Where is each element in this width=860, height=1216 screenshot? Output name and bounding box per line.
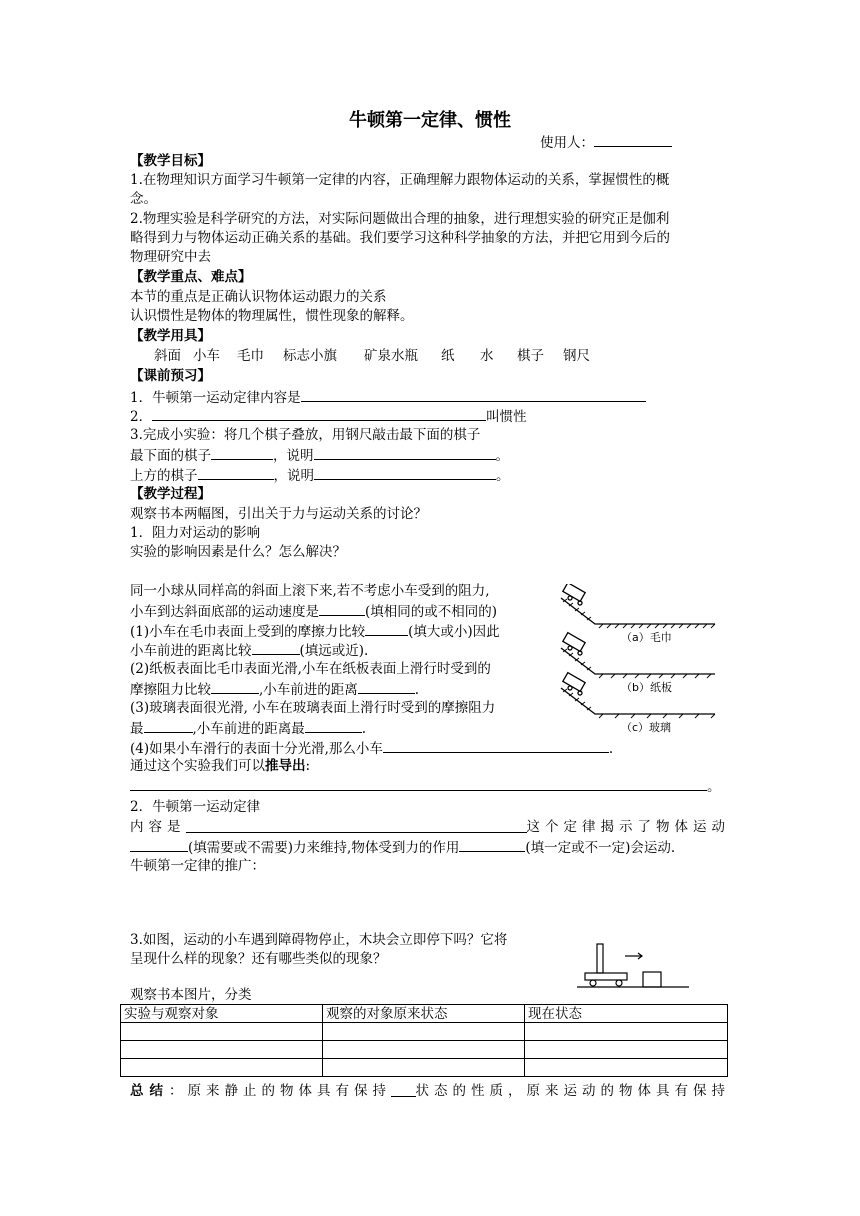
experiment-line: [130, 739, 613, 757]
tool-item: 矿泉水瓶: [364, 348, 418, 364]
speed-blank[interactable]: [319, 602, 365, 616]
tool-item: 标志小旗: [283, 348, 337, 364]
figure-label-c: （c）玻璃: [621, 721, 672, 734]
law-extension: 牛顿第一定律的推广：: [130, 858, 265, 874]
period: 。: [496, 468, 510, 484]
e3-hint: (填大或小)因此: [408, 624, 500, 640]
experiment-line: [130, 680, 419, 698]
preview-q3a-blank[interactable]: [211, 446, 273, 460]
goals-heading: 【教学目标】: [130, 153, 211, 169]
summary-text2: 状态的性质，原来运动的物体具有保持: [415, 1083, 730, 1099]
tool-item: 棋子: [517, 348, 544, 364]
experiment-line: (3)玻璃表面很光滑, 小车在玻璃表面上滑行时受到的摩擦阻力: [130, 700, 496, 716]
conclusion-bold: 推导出: [265, 758, 306, 774]
table-row: [121, 1023, 728, 1041]
preview-heading: 【课前预习】: [130, 368, 211, 384]
glass-distance-blank[interactable]: [305, 719, 362, 733]
law-text: 内容是: [130, 819, 186, 835]
section-3-line: 呈现什么样的现象？还有哪些类似的现象？: [130, 951, 387, 967]
section-3-line: 3.如图，运动的小车遇到障碍物停止，木块会立即停下吗？它将: [130, 932, 508, 948]
summary-text: ：原来静止的物体具有保持: [169, 1083, 391, 1099]
table-cell[interactable]: [525, 1041, 728, 1059]
e8-end: .: [361, 721, 367, 737]
table-header-row: [121, 1005, 728, 1023]
e4-hint: (填远或近).: [299, 643, 369, 659]
e2-hint: (填相同的或不相同的): [365, 604, 498, 620]
table-cell[interactable]: [121, 1041, 323, 1059]
preview-q3b-blank[interactable]: [198, 466, 274, 480]
law-content-blank[interactable]: [186, 819, 527, 833]
preview-q3a: [130, 446, 509, 464]
law-text2: 这个定律揭示了物体运动: [526, 819, 730, 835]
key-line: 本节的重点是正确认识物体运动跟力的关系: [130, 289, 387, 305]
section-1-title: 1．阻力对运动的影响: [130, 525, 261, 541]
goals-line: 1.在物理知识方面学习牛顿第一定律的内容，正确理解力跟物体运动的关系，掌握惯性的概: [130, 172, 670, 188]
preview-q2-tail: 叫惯性: [486, 409, 527, 425]
process-intro: 观察书本两幅图，引出关于力与运动关系的讨论？: [130, 506, 427, 522]
tool-item: 水: [480, 348, 494, 364]
table-cell[interactable]: [525, 1023, 728, 1041]
preview-q3: 3.完成小实验：将几个棋子叠放，用钢尺敲击最下面的棋子: [130, 427, 481, 443]
observe-instruction: 观察书本图片，分类: [130, 987, 252, 1003]
user-field: [540, 133, 672, 151]
conclusion-blank-line: [130, 777, 721, 795]
tool-item: 小车: [193, 348, 220, 364]
figure-label-a: （a）毛巾: [621, 631, 672, 644]
law-line-1: [130, 819, 730, 835]
e9-end: .: [608, 741, 614, 757]
e4-text: 小车前进的距离比较: [130, 643, 252, 659]
table-cell[interactable]: [323, 1041, 525, 1059]
experiment-line: [130, 622, 500, 640]
tool-item: 纸: [441, 348, 455, 364]
e6-text2: ,小车前进的距离: [259, 682, 358, 698]
table-row: [121, 1059, 728, 1077]
tool-item: 钢尺: [563, 348, 590, 364]
conclusion-text: 通过这个实验我们可以: [130, 758, 265, 774]
goals-line: 物理研究中去: [130, 249, 211, 265]
e2-text: 小车到达斜面底部的运动速度是: [130, 604, 319, 620]
experiment-line: 同一小球从同样高的斜面上滚下来,若不考虑小车受到的阻力,: [130, 583, 490, 599]
user-blank[interactable]: [594, 133, 672, 147]
must-move-blank[interactable]: [459, 838, 525, 852]
section-1-question: 实验的影响因素是什么？怎么解决？: [130, 544, 346, 560]
period: 。: [495, 448, 509, 464]
law2-text2: (填一定或不一定)会运动.: [525, 840, 676, 856]
preview-q2-num: 2．: [130, 409, 153, 425]
experiment-line: (2)纸板表面比毛巾表面光滑,小车在纸板表面上滑行时受到的: [130, 661, 491, 677]
experiment-line: [130, 719, 366, 737]
tool-item: 斜面: [154, 348, 181, 364]
figure-label-b: （b）纸板: [621, 681, 672, 694]
user-label: 使用人：: [540, 135, 594, 151]
static-state-blank[interactable]: [391, 1083, 416, 1097]
table-header: 观察的对象原来状态: [323, 1005, 525, 1023]
e8-text2: ,小车前进的距离最: [192, 721, 305, 737]
tool-item: 毛巾: [237, 348, 264, 364]
preview-q3a-explain-blank[interactable]: [314, 446, 496, 460]
towel-friction-blank[interactable]: [365, 622, 408, 636]
table-cell[interactable]: [323, 1023, 525, 1041]
table-row: [121, 1041, 728, 1059]
explain-label: ，说明: [273, 468, 314, 484]
table-cell[interactable]: [121, 1059, 323, 1077]
e9-text: (4)如果小车滑行的表面十分光滑,那么小车: [130, 741, 383, 757]
experiment-line: [130, 641, 368, 659]
summary-line: [130, 1083, 730, 1099]
e6-end: .: [414, 682, 420, 698]
goals-line: 2.物理实验是科学研究的方法，对实际问题做出合理的抽象，进行理想实验的研究正是伽利: [130, 211, 670, 227]
glass-friction-blank[interactable]: [144, 719, 193, 733]
preview-q1-text: 1．牛顿第一运动定律内容是: [130, 390, 301, 406]
table-cell[interactable]: [525, 1059, 728, 1077]
experiment-line: [130, 602, 497, 620]
table-header: 实验与观察对象: [121, 1005, 323, 1023]
conclusion-blank[interactable]: [130, 777, 707, 791]
table-cell[interactable]: [121, 1023, 323, 1041]
process-heading: 【教学过程】: [130, 486, 211, 502]
preview-q2: [130, 407, 527, 425]
summary-label: 总结: [130, 1083, 169, 1099]
preview-q1-blank[interactable]: [301, 388, 646, 402]
preview-q3a-text: 最下面的棋子: [130, 448, 211, 464]
law2-text: (填需要或不需要)力来维持,物体受到力的作用: [188, 840, 460, 856]
key-heading: 【教学重点、难点】: [130, 269, 252, 285]
preview-q3b-explain-blank[interactable]: [314, 466, 496, 480]
table-header: 现在状态: [525, 1005, 728, 1023]
law-line-2: [130, 838, 675, 856]
e3-text: (1)小车在毛巾表面上受到的摩擦力比较: [130, 624, 366, 640]
need-force-blank[interactable]: [130, 838, 188, 852]
page-title: 牛顿第一定律、惯性: [349, 110, 511, 131]
observation-table: [120, 1004, 728, 1077]
preview-q1: [130, 388, 646, 406]
cart-obstacle-figure: [575, 940, 695, 992]
preview-q3b: [130, 466, 510, 484]
goals-line: 略得到力与物体运动正确关系的基础。我们要学习这种科学抽象的方法，并把它用到今后的: [130, 230, 670, 246]
preview-q3b-text: 上方的棋子: [130, 468, 198, 484]
board-friction-blank[interactable]: [211, 680, 259, 694]
board-distance-blank[interactable]: [358, 680, 415, 694]
explain-label: ，说明: [273, 448, 314, 464]
e6-text: 摩擦阻力比较: [130, 682, 211, 698]
conclusion-line: [130, 758, 310, 774]
key-line: 认识惯性是物体的物理属性，惯性现象的解释。: [130, 308, 414, 324]
section-2-title: 2．牛顿第一运动定律: [130, 799, 261, 815]
incline-experiment-figure: [555, 584, 720, 744]
tools-heading: 【教学用具】: [130, 328, 211, 344]
conclusion-colon: :: [305, 758, 311, 774]
table-cell[interactable]: [323, 1059, 525, 1077]
towel-distance-blank[interactable]: [252, 641, 300, 655]
goals-line: 念。: [130, 191, 157, 207]
e8-text: 最: [130, 721, 144, 737]
preview-q2-blank[interactable]: [152, 407, 486, 421]
period: 。: [707, 779, 721, 795]
